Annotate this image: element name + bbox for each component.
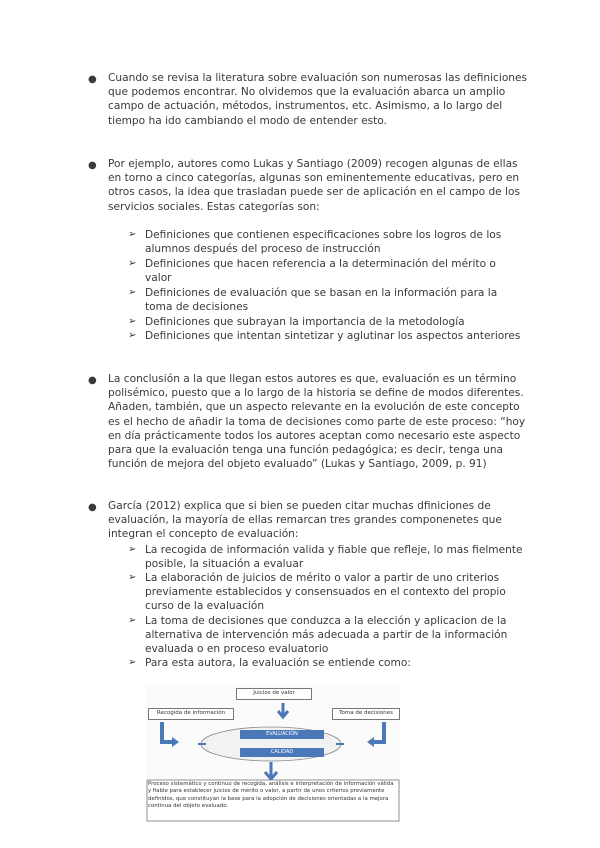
list-item: Para esta autora, la evaluación se entiende como:	[145, 657, 411, 669]
arrow-bullet-icon: ➢	[128, 615, 137, 626]
arrow-bullet-icon: ➢	[128, 544, 137, 555]
down-arrow-icon	[278, 703, 288, 717]
list-item: Definiciones que intentan sintetizar y aglutinar los aspectos anteriores	[145, 330, 521, 342]
toma-decisiones-box: Toma de decisiones	[332, 708, 400, 720]
arrow-bullet-icon: ➢	[128, 287, 137, 298]
paragraph-intro: Cuando se revisa la literatura sobre evaluación son numerosas las definiciones que podemos encontrar. No olvidemos que la evaluación abarca un amplio campo de actuación, métodos, instrumentos, etc. Asimismo, a lo largo del tiempo ha ido cambiando el modo de entender esto.	[108, 72, 528, 127]
arrow-bullet-icon: ➢	[128, 316, 137, 327]
bullet-dot: ●	[88, 160, 97, 171]
bottom-arrow-icon	[265, 762, 277, 779]
bullet-dot: ●	[88, 502, 97, 513]
evaluacion-bar: EVALUACIÓN	[240, 730, 324, 739]
arrow-bullet-icon: ➢	[128, 572, 137, 583]
list-item: Definiciones de evaluación que se basan en la información para la toma de decisiones	[145, 287, 498, 314]
list-item: Definiciones que contienen especificaciones sobre los logros de los alumnos después del proceso de instrucción	[145, 229, 502, 256]
diagram-caption: Proceso sistemático y continuo de recogida, análisis e interpretación de información válida y fiable para establecer juicios de mérito o valor, a partir de unos criterios previamente definidos, que constituyan la base para la adopción de decisiones orientadas a la mejora continua del objeto evaluado.	[148, 781, 394, 810]
list-item: La elaboración de juicios de mérito o valor a partir de uno criterios previamente establecidos y consensuados en el contexto del propio curso de la evaluación	[145, 572, 506, 613]
juicios-de-valor-box: Juicios de valor	[236, 688, 312, 700]
arrow-bullet-icon: ➢	[128, 258, 137, 269]
list-item: La recogida de información valida y fiable que refleje, lo mas fielmente posible, la situación a evaluar	[145, 544, 523, 571]
list-item: La toma de decisiones que conduzca a la elección y aplicacion de la alternativa de intervención más adecuada a partir de la información evaluada o en proceso evaluatorio	[145, 615, 508, 656]
arrow-bullet-icon: ➢	[128, 330, 137, 341]
arrow-bullet-icon: ➢	[128, 229, 137, 240]
list-item: Definiciones que subrayan la importancia de la metodología	[145, 316, 465, 328]
recogida-informacion-box: Recogida de información	[148, 708, 234, 720]
list-item: Definiciones que hacen referencia a la determinación del mérito o valor	[145, 258, 496, 285]
calidad-bar: CALIDAD	[240, 748, 324, 757]
evaluation-diagram	[146, 686, 400, 822]
bullet-dot: ●	[88, 74, 97, 85]
paragraph-garcia: García (2012) explica que si bien se pueden citar muchas dfiniciones de evaluación, la mayoría de ellas remarcan tres grandes componenetes que integran el concepto de evaluación:	[108, 500, 502, 541]
bullet-dot: ●	[88, 375, 97, 386]
paragraph-conclusion: La conclusión a la que llegan estos autores es que, evaluación es un término polisémico, puesto que a lo largo de la historia se define de modos diferentes. Añaden, también, que un aspecto relevante en la evolución de este concepto es el hecho de añadir la toma de decisiones como parte de este proceso: “hoy en día prácticamente todos los autores aceptan como necesario este aspecto para que la evaluación tenga una función pedagógica; es decir, tenga una función de mejora del objeto evaluado” (Lukas y Santiago, 2009, p. 91)	[108, 373, 526, 471]
paragraph-lukas-santiago: Por ejemplo, autores como Lukas y Santiago (2009) recogen algunas de ellas en torno a cinco categorías, algunas son eminentemente educativas, pero en otros casos, la idea que trasladan puede ser de aplicación en el campo de los servicios sociales. Estas categorías son:	[108, 158, 520, 213]
arrow-bullet-icon: ➢	[128, 657, 137, 668]
